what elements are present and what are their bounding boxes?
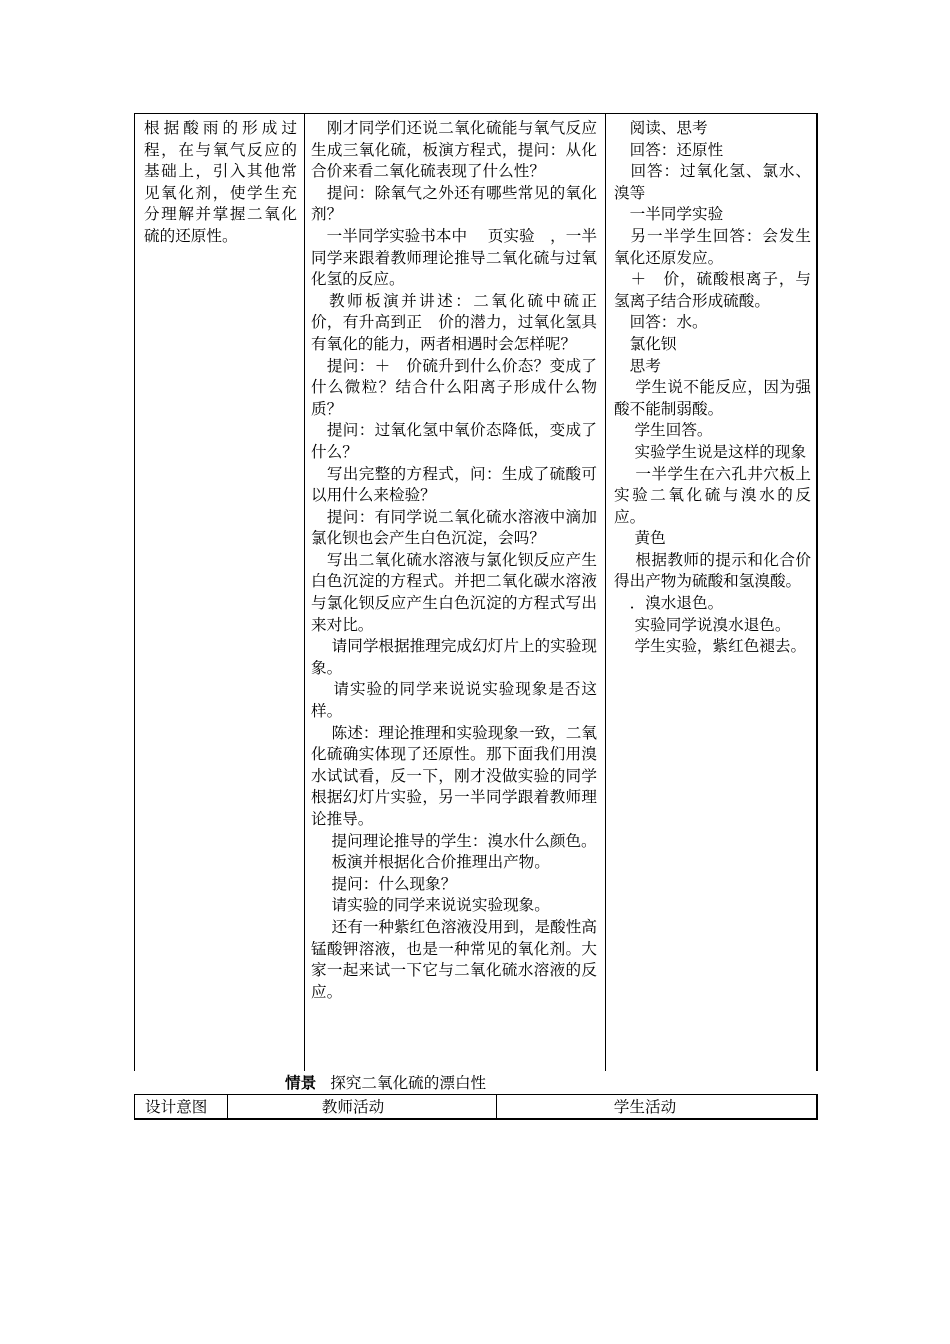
- design-intent-header: 设计意图: [135, 1095, 228, 1118]
- teacher-paragraph: 刚才同学们还说二氧化硫能与氧气反应生成三氧化硫，板演方程式，提问：从化合价来看二氧化硫表现了什么性？: [311, 119, 597, 181]
- teacher-paragraph: 请实验的同学来说说实验现象是否这样。: [311, 680, 597, 721]
- student-paragraph: 一半同学实验: [614, 205, 724, 224]
- scene-label: 情景: [285, 1073, 317, 1092]
- teacher-paragraph: 请实验的同学来说说实验现象。: [311, 896, 550, 915]
- student-paragraph: 回答：水。: [614, 313, 708, 332]
- teacher-paragraph: 陈述：理论推理和实验现象一致，二氧化硫确实体现了还原性。那下面我们用溴水试试看，反一下，刚才没做实验的同学根据幻灯片实验，另一半同学跟着教师理论推导。: [311, 723, 597, 828]
- student-activity-header: 学生活动: [613, 1098, 677, 1116]
- scene-heading: [285, 1073, 486, 1093]
- scene-title: 探究二氧化硫的漂白性: [330, 1074, 487, 1092]
- teacher-paragraph: 提问：＋ 价硫升到什么价态？变成了什么微粒？结合什么阳离子形成什么物质？: [311, 356, 597, 418]
- teacher-paragraph: 请同学根据推理完成幻灯片上的实验现象。: [311, 637, 597, 677]
- student-paragraph: 学生回答。: [614, 421, 713, 440]
- student-paragraph: 另一半学生回答：会发生氧化还原发应。: [614, 226, 811, 267]
- student-paragraph: 实验同学说溴水退色。: [614, 615, 791, 634]
- design-intent-column: [135, 114, 305, 1071]
- teacher-activity-column: [305, 114, 613, 1071]
- student-paragraph: 氯化钡: [614, 334, 677, 353]
- teacher-paragraph: 板演并根据化合价推理出产物。: [311, 853, 550, 872]
- student-paragraph: 回答：过氧化氢、氯水、溴等: [614, 162, 811, 202]
- teacher-paragraph: 提问理论推导的学生：溴水什么颜色。: [311, 831, 597, 850]
- teacher-activity-header: 教师活动: [228, 1095, 497, 1118]
- teacher-paragraph: 写出完整的方程式，问：生成了硫酸可以用什么来检验？: [311, 464, 597, 505]
- student-paragraph: ＋ 价，硫酸根离子，与氢离子结合形成硫酸。: [614, 270, 811, 310]
- design-intent-text: 根据酸雨的形成过程，在与氧气反应的基础上，引入其他常见氧化剂，使学生充分理解并掌握二氧化硫的还原性。: [144, 119, 297, 245]
- student-paragraph: 学生说不能反应，因为强酸不能制弱酸。: [614, 378, 811, 418]
- student-paragraph: 思考: [614, 356, 661, 375]
- student-paragraph: 阅读、思考: [614, 119, 708, 137]
- student-paragraph: 根据教师的提示和化合价得出产物为硫酸和氢溴酸。: [614, 550, 811, 591]
- next-section-header-row: [134, 1094, 818, 1120]
- student-activity-column: [606, 114, 817, 1071]
- teacher-paragraph: 教师板演并讲述：二氧化硫中硫正 价，有升高到正 价的潜力，过氧化氢具有氧化的能力，两者相遇时会怎样呢？: [311, 291, 613, 353]
- teacher-paragraph: 提问：什么现象？: [311, 874, 457, 893]
- student-paragraph: 学生实验，紫红色褪去。: [614, 637, 807, 656]
- lesson-table: [134, 113, 818, 1071]
- student-paragraph: 一半学生在六孔井穴板上实验二氧化硫与溴水的反应。: [614, 464, 811, 526]
- student-paragraph: 黄色: [614, 529, 666, 548]
- teacher-paragraph: 还有一种紫红色溶液没用到，是酸性高锰酸钾溶液，也是一种常见的氧化剂。大家一起来试一下它与二氧化硫水溶液的反应。: [311, 917, 597, 1001]
- teacher-paragraph: 提问：除氧气之外还有哪些常见的氧化剂？: [311, 183, 597, 224]
- teacher-paragraph: 提问：有同学说二氧化硫水溶液中滴加氯化钡也会产生白色沉淀，会吗？: [311, 507, 597, 548]
- student-paragraph: 实验学生说是这样的现象: [614, 442, 807, 461]
- teacher-paragraph: 提问：过氧化氢中氧价态降低，变成了什么？: [311, 421, 597, 461]
- teacher-paragraph: 一半同学实验书本中 页实验 ，一半同学来跟着教师理论推导二氧化硫与过氧化氢的反应。: [311, 226, 597, 289]
- teacher-paragraph: 写出二氧化硫水溶液与氯化钡反应产生白色沉淀的方程式。并把二氧化碳水溶液与氯化钡反应产生白色沉淀的方程式写出来对比。: [311, 550, 597, 634]
- student-paragraph: ．溴水退色。: [614, 594, 724, 613]
- student-paragraph: 回答：还原性: [614, 140, 724, 159]
